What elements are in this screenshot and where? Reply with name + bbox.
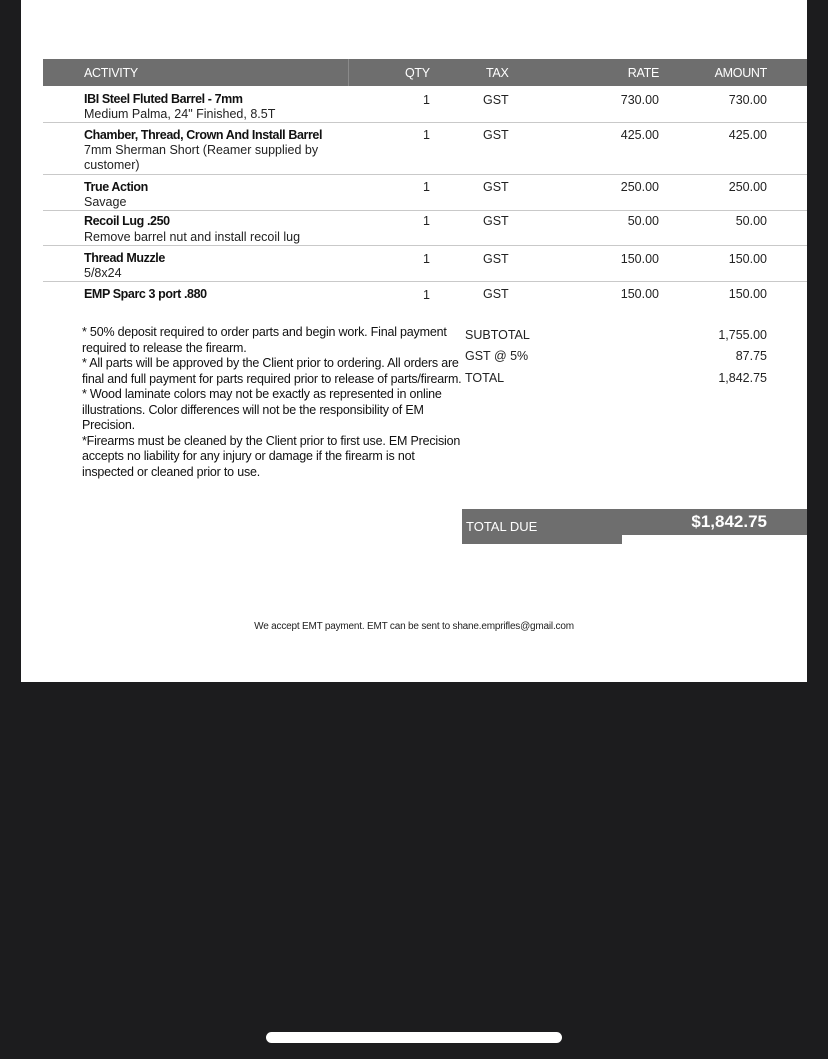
table-row [43, 282, 807, 306]
header-amount: AMOUNT [714, 66, 767, 80]
item-qty: 1 [423, 180, 430, 194]
note-wood-colors: * Wood laminate colors may not be exactly as represented in online illustrations. Color differences will not be the responsibility of EM Precision. [82, 387, 442, 432]
header-qty: QTY [405, 66, 430, 80]
item-rate: 425.00 [620, 128, 659, 142]
total-value: 1,842.75 [718, 371, 767, 385]
item-rate: 730.00 [620, 93, 659, 107]
item-name: IBI Steel Fluted Barrel - 7mm [84, 92, 243, 106]
total-label: TOTAL [465, 371, 505, 385]
item-tax: GST [483, 287, 509, 301]
total-due-label: TOTAL DUE [466, 519, 538, 534]
item-desc: 5/8x24 [84, 266, 122, 280]
item-tax: GST [483, 214, 509, 228]
table-row [43, 175, 807, 211]
gst-label: GST @ 5% [465, 349, 529, 363]
item-qty: 1 [423, 128, 430, 142]
item-amount: 250.00 [728, 180, 767, 194]
item-amount: 150.00 [728, 287, 767, 301]
item-desc: Medium Palma, 24" Finished, 8.5T [84, 107, 276, 121]
item-rate: 250.00 [620, 180, 659, 194]
item-desc: Remove barrel nut and install recoil lug [84, 230, 301, 244]
table-row [43, 246, 807, 282]
header-tax: TAX [486, 66, 509, 80]
note-approval: * All parts will be approved by the Client prior to ordering. All orders are final and full payment for parts required prior to release of parts/firearm. [82, 356, 462, 386]
item-name: Recoil Lug .250 [84, 214, 170, 228]
table-row [43, 123, 807, 175]
item-rate: 50.00 [627, 214, 659, 228]
item-qty: 1 [423, 288, 430, 302]
table-header [43, 59, 807, 86]
item-tax: GST [483, 128, 509, 142]
subtotal-value: 1,755.00 [718, 328, 767, 342]
item-amount: 150.00 [728, 252, 767, 266]
item-amount: 425.00 [728, 128, 767, 142]
table-row [43, 211, 807, 246]
home-indicator[interactable] [266, 1032, 562, 1043]
total-due-amount: $1,842.75 [691, 512, 767, 531]
item-qty: 1 [423, 93, 430, 107]
item-rate: 150.00 [620, 287, 659, 301]
item-name: True Action [84, 180, 148, 194]
total-due-amount-box [622, 509, 807, 535]
note-deposit: * 50% deposit required to order parts and begin work. Final payment required to release the firearm. [82, 325, 447, 355]
gst-value: 87.75 [735, 349, 767, 363]
item-tax: GST [483, 93, 509, 107]
item-rate: 150.00 [620, 252, 659, 266]
header-rate: RATE [627, 66, 659, 80]
payment-footer: We accept EMT payment. EMT can be sent to shane.emprifles@gmail.com [254, 621, 574, 632]
item-qty: 1 [423, 252, 430, 266]
item-name: EMP Sparc 3 port .880 [84, 287, 207, 301]
header-divider [348, 59, 349, 86]
item-amount: 730.00 [728, 93, 767, 107]
item-desc: Savage [84, 195, 127, 209]
note-cleaning: *Firearms must be cleaned by the Client prior to first use. EM Precision accepts no liability for any injury or damage if the firearm is not inspected or cleaned prior to use. [82, 433, 461, 479]
item-amount: 50.00 [735, 214, 767, 228]
item-desc: 7mm Sherman Short (Reamer supplied by customer) [84, 143, 319, 172]
item-name: Thread Muzzle [84, 251, 165, 265]
header-activity: ACTIVITY [84, 66, 138, 80]
item-tax: GST [483, 180, 509, 194]
terms-notes [82, 325, 462, 480]
subtotal-label: SUBTOTAL [465, 328, 530, 342]
table-row [43, 86, 807, 123]
item-tax: GST [483, 252, 509, 266]
item-qty: 1 [423, 214, 430, 228]
total-due-label-box [462, 509, 622, 544]
item-name: Chamber, Thread, Crown And Install Barrel [84, 128, 323, 142]
